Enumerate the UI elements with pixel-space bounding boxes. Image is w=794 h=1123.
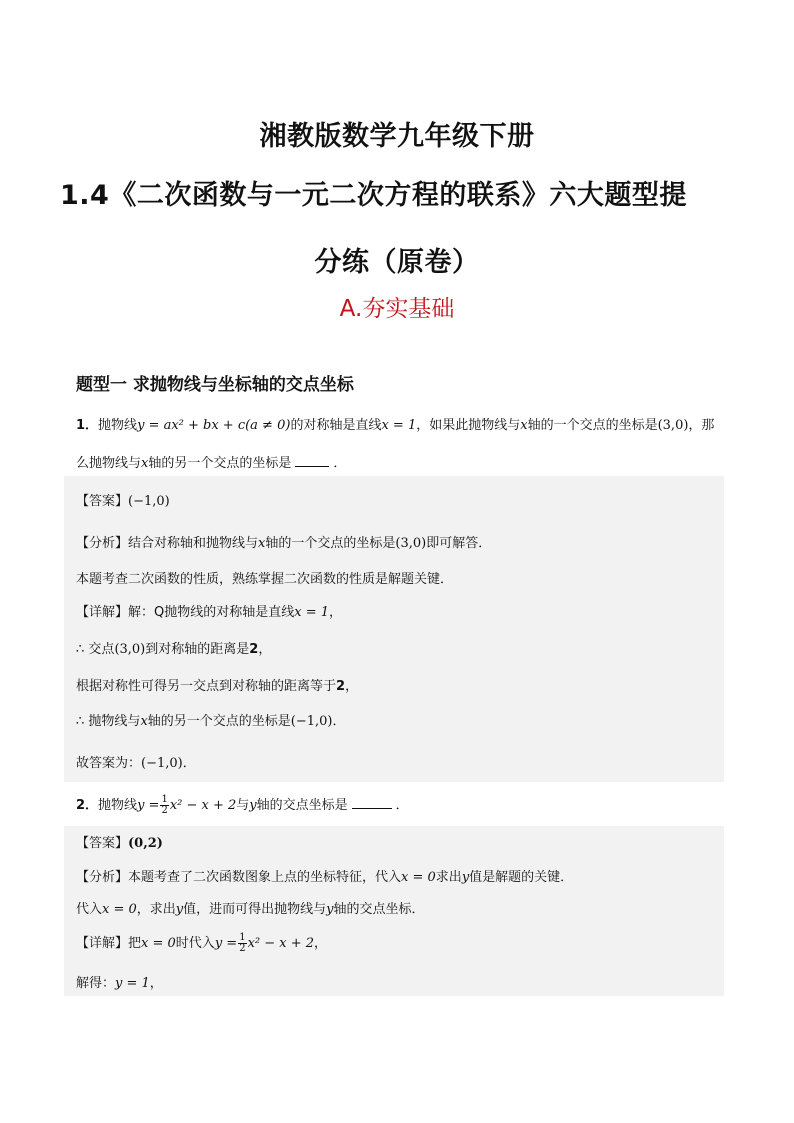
q2-text: 与 (236, 798, 250, 813)
q1-note: 本题考查二次函数的性质，熟练掌握二次函数的性质是解题关键． (76, 572, 454, 587)
q1-point: (−1,0) (290, 714, 333, 729)
q1-point: (3,0) (114, 642, 146, 657)
q2-analysis (76, 866, 573, 885)
q1-axis: x = 1 (294, 605, 330, 620)
q1-line1 (76, 414, 714, 433)
q2-x-value: x = 0 (401, 870, 436, 885)
q1-text: 即可解答． (426, 536, 492, 551)
q2-text: 值是解题的关键． (469, 870, 574, 885)
q1-text: ， (258, 642, 272, 657)
q1-text: ． (333, 456, 347, 471)
q2-text: ， (149, 976, 163, 991)
answer-value: (−1,0) (128, 494, 170, 509)
q2-formula-lhs: y = (137, 798, 160, 813)
q1-text: 的对称轴是直线 (290, 418, 382, 433)
q1-text: 轴的另一个交点的坐标是 (148, 456, 292, 471)
q2-text: 求出 (435, 870, 462, 885)
q1-detail (76, 601, 342, 620)
section-heading: 题型一 求抛物线与坐标轴的交点坐标 (76, 375, 354, 395)
q1-solution-box (64, 476, 724, 782)
document-subtitle: A.夯实基础 (339, 296, 455, 322)
fraction-denominator: 2 (239, 943, 246, 954)
q1-point: (−1,0) (141, 756, 183, 771)
q1-formula: y = ax² + bx + c(a ≠ 0) (137, 418, 291, 433)
q1-text: 故答案为： (76, 756, 142, 771)
q1-number-value: 2 (336, 679, 346, 694)
q2-text: ． (395, 798, 409, 813)
q2-formula-rhs: x² − x + 2 (169, 798, 237, 813)
q2-line1 (76, 794, 409, 816)
q2-text: 值，进而可得出抛物线与 (183, 902, 327, 917)
q1-text: 抛物线的对称轴是直线 (164, 605, 295, 620)
q2-solve-value: y = 1 (115, 976, 150, 991)
q1-text: ． (332, 714, 346, 729)
q1-text: 根据对称性可得另一交点到对称轴的距离等于 (76, 679, 337, 694)
q2-formula-lhs: y = (214, 936, 238, 951)
q1-x-var: x (258, 536, 266, 551)
q1-axis: x = 1 (381, 418, 417, 433)
detail-label: 【详解】 (76, 936, 129, 951)
q1-number-value: 2 (249, 642, 259, 657)
analysis-label: 【分析】 (76, 870, 129, 885)
q1-text: ， (329, 605, 343, 620)
detail-label: 【详解】 (76, 605, 129, 620)
q2-text: 本题考查了二次函数图象上点的坐标特征，代入 (128, 870, 402, 885)
q2-x-value: x = 0 (141, 936, 176, 951)
q1-point: (3,0) (395, 536, 427, 551)
q1-line2 (76, 452, 346, 471)
q2-text: 轴的交点坐标是 (256, 798, 348, 813)
q1-step1 (76, 638, 271, 657)
q2-text: 把 (128, 936, 142, 951)
q2-text: ，求出 (136, 902, 176, 917)
answer-label: 【答案】 (76, 494, 129, 509)
q1-x-var: x (140, 714, 148, 729)
q1-number: 1． (76, 418, 99, 433)
q2-x-value: x = 0 (102, 902, 137, 917)
q1-text: ，如果此抛物线与 (416, 418, 521, 433)
q1-final (76, 752, 196, 771)
q1-step2 (76, 675, 358, 694)
q1-text: 轴的另一个交点的坐标是 (147, 714, 291, 729)
answer-value: (0,2) (128, 836, 163, 851)
q1-step3 (76, 710, 346, 729)
q1-text: 到对称轴的距离是 (145, 642, 250, 657)
q2-detail (76, 932, 327, 954)
q1-x-var: x (141, 456, 149, 471)
q2-text: 时代入 (175, 936, 215, 951)
document-title-line3: 分练（原卷） (314, 247, 480, 278)
q2-fraction (160, 795, 168, 816)
q1-answer (76, 490, 170, 509)
analysis-label: 【分析】 (76, 536, 129, 551)
q1-text: 结合对称轴和抛物线与 (128, 536, 259, 551)
q1-text: ，那 (688, 418, 715, 433)
q2-solve (76, 972, 163, 991)
therefore-symbol: ∴ (76, 642, 85, 657)
q1-text: ， (345, 679, 359, 694)
answer-label: 【答案】 (76, 836, 129, 851)
q2-y-var: y (461, 870, 470, 885)
therefore-symbol: ∴ (76, 714, 85, 729)
q1-x-var: x (520, 418, 528, 433)
q1-text: 么抛物线与 (76, 456, 142, 471)
q2-y-var: y (326, 902, 334, 917)
q2-fraction (238, 933, 246, 954)
q1-text: 抛物线 (98, 418, 138, 433)
q1-text: 轴的一个交点的坐标是 (265, 536, 396, 551)
q2-y-var: y (175, 902, 184, 917)
q2-text: ， (314, 936, 328, 951)
q2-text: 代入 (76, 902, 103, 917)
fraction-numerator: 1 (161, 794, 168, 805)
q1-text: 交点 (88, 642, 115, 657)
q2-number: 2． (76, 798, 99, 813)
document-title-line2: 1.4《二次函数与一元二次方程的联系》六大题型提 (60, 180, 687, 211)
q2-formula-rhs: x² − x + 2 (247, 936, 315, 951)
answer-blank (352, 798, 392, 809)
answer-blank (295, 456, 329, 467)
q1-text: 轴的一个交点的坐标是 (527, 418, 658, 433)
q2-answer (76, 832, 163, 851)
q1-text: 解： (128, 605, 155, 620)
q2-line2 (76, 898, 425, 917)
document-title-line1: 湘教版数学九年级下册 (259, 121, 535, 152)
q1-text: 抛物线与 (88, 714, 141, 729)
fraction-denominator: 2 (161, 805, 168, 816)
because-symbol: Q (154, 605, 165, 620)
q2-text: 解得： (76, 976, 116, 991)
fraction-numerator: 1 (239, 932, 246, 943)
q1-point: (3,0) (657, 418, 689, 433)
q2-y-var: y (249, 798, 257, 813)
q1-analysis (76, 532, 491, 551)
q2-text: 轴的交点坐标． (333, 902, 425, 917)
q1-text: ． (182, 756, 196, 771)
q2-text: 抛物线 (98, 798, 138, 813)
